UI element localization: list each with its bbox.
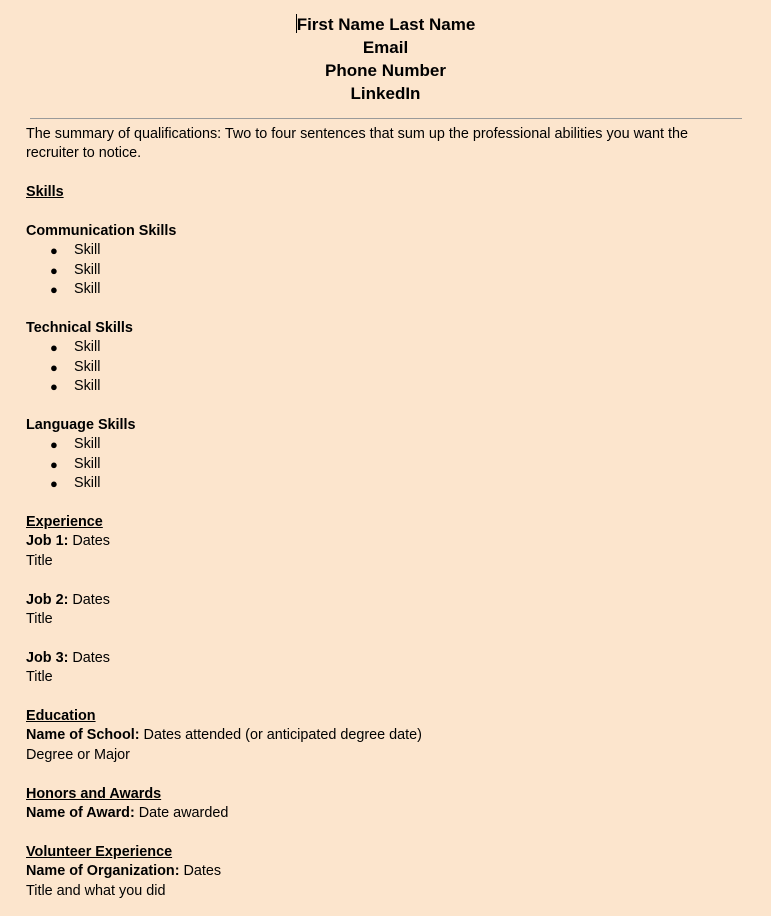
organization-label: Name of Organization: (26, 863, 180, 880)
job-label: Job 3: (26, 649, 69, 666)
skill-text: Skill (74, 475, 101, 492)
header-linkedin[interactable]: LinkedIn (350, 84, 421, 103)
volunteer-description[interactable]: Title and what you did (26, 882, 166, 899)
technical-skills-heading[interactable]: Technical Skills (26, 319, 133, 336)
job-1-line[interactable] (26, 532, 741, 551)
skill-text: Skill (74, 281, 101, 298)
header-phone[interactable]: Phone Number (325, 61, 446, 80)
skill-text: Skill (74, 358, 101, 375)
honors-heading[interactable]: Honors and Awards (26, 785, 162, 802)
blank-line (26, 688, 741, 707)
education-heading[interactable]: Education (26, 707, 96, 724)
blank-line (26, 571, 741, 590)
list-item[interactable] (26, 358, 741, 377)
blank-line (26, 765, 741, 784)
header-divider (30, 118, 742, 119)
resume-header (0, 13, 771, 105)
language-skills-heading[interactable]: Language Skills (26, 416, 136, 433)
skill-text: Skill (74, 455, 101, 472)
blank-line (26, 300, 741, 319)
bullet-icon: ● (50, 282, 58, 298)
job-3-title[interactable]: Title (26, 669, 53, 686)
header-name: First Name Last Name (296, 15, 476, 34)
school-line[interactable] (26, 726, 741, 745)
award-line[interactable] (26, 804, 741, 823)
skill-text: Skill (74, 261, 101, 278)
experience-heading[interactable]: Experience (26, 513, 103, 530)
award-label: Name of Award: (26, 804, 135, 821)
blank-line (26, 823, 741, 842)
bullet-icon: ● (50, 262, 58, 278)
bullet-icon: ● (50, 243, 58, 259)
skills-heading[interactable]: Skills (26, 184, 64, 201)
bullet-icon: ● (50, 340, 58, 356)
blank-line (26, 203, 741, 222)
header-name-line[interactable] (0, 13, 771, 36)
job-3-line[interactable] (26, 649, 741, 668)
job-2-title[interactable]: Title (26, 610, 53, 627)
school-dates: Dates attended (or anticipated degree date) (139, 727, 422, 744)
bullet-icon: ● (50, 476, 58, 492)
list-item[interactable] (26, 435, 741, 454)
list-item[interactable] (26, 241, 741, 260)
header-email[interactable]: Email (362, 38, 409, 57)
blank-line (26, 629, 741, 648)
school-label: Name of School: (26, 727, 140, 744)
job-2-line[interactable] (26, 591, 741, 610)
organization-dates: Dates (179, 863, 222, 880)
summary-paragraph[interactable]: The summary of qualifications: Two to four sentences that sum up the professional abilities you want the recruiter to notice. (26, 126, 689, 162)
skill-text: Skill (74, 378, 101, 395)
communication-skills-list (26, 241, 741, 299)
technical-skills-list (26, 338, 741, 396)
list-item[interactable] (26, 377, 741, 396)
job-dates: Dates (68, 591, 110, 608)
bullet-icon: ● (50, 379, 58, 395)
list-item[interactable] (26, 474, 741, 493)
blank-line (26, 494, 741, 513)
job-dates: Dates (68, 649, 110, 666)
blank-line (26, 164, 741, 183)
degree-line[interactable]: Degree or Major (26, 746, 130, 763)
bullet-icon: ● (50, 456, 58, 472)
job-label: Job 2: (26, 591, 69, 608)
communication-skills-heading[interactable]: Communication Skills (26, 223, 177, 239)
list-item[interactable] (26, 455, 741, 474)
job-1-title[interactable]: Title (26, 552, 53, 569)
skill-text: Skill (74, 339, 101, 356)
volunteer-heading[interactable]: Volunteer Experience (26, 843, 173, 860)
job-label: Job 1: (26, 533, 69, 550)
blank-line (26, 397, 741, 416)
list-item[interactable] (26, 261, 741, 280)
language-skills-list (26, 435, 741, 493)
award-date: Date awarded (134, 804, 229, 821)
resume-body (26, 125, 741, 901)
job-dates: Dates (68, 533, 110, 550)
list-item[interactable] (26, 338, 741, 357)
skill-text: Skill (74, 436, 101, 453)
bullet-icon: ● (50, 437, 58, 453)
skill-text: Skill (74, 242, 101, 259)
list-item[interactable] (26, 280, 741, 299)
bullet-icon: ● (50, 359, 58, 375)
organization-line[interactable] (26, 862, 741, 881)
